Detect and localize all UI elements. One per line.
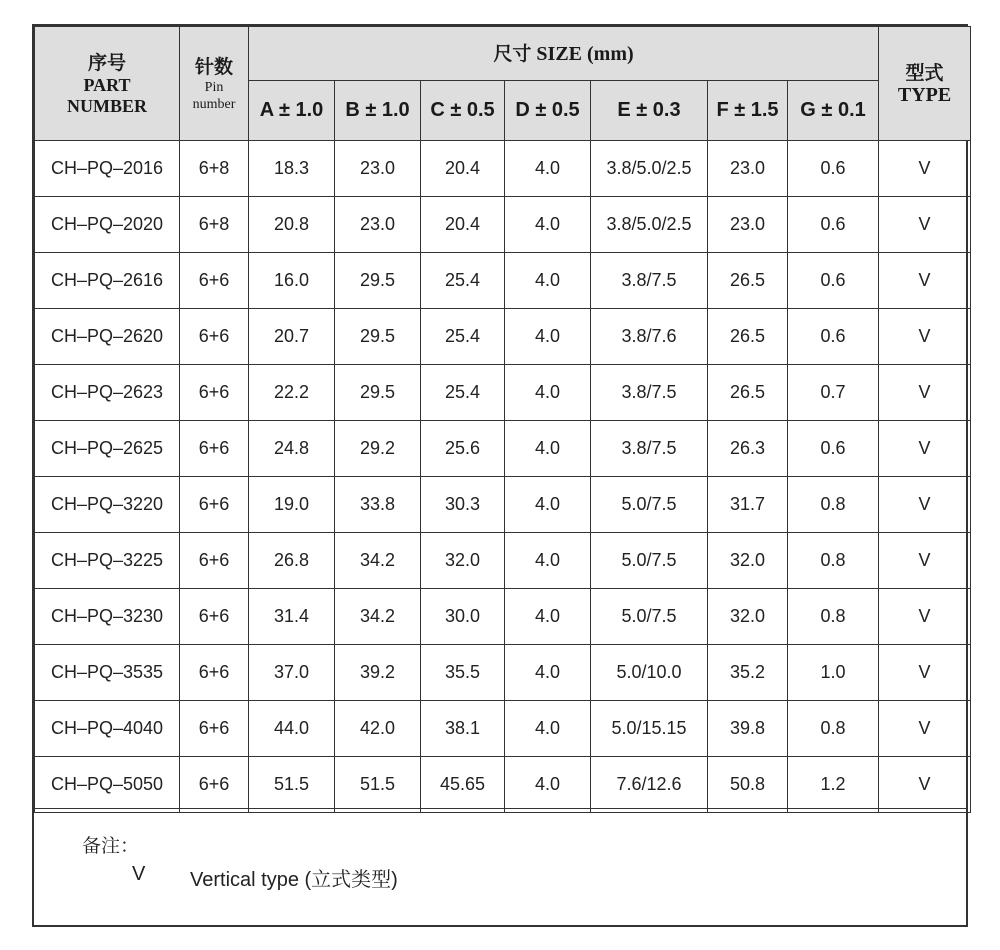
- size-header-cn: 尺寸: [493, 42, 532, 65]
- dim-header-f: F ± 1.5: [708, 81, 788, 141]
- cell-e: 7.6/12.6: [591, 757, 708, 813]
- table-row: [35, 477, 971, 533]
- cell-d: 4.0: [505, 253, 591, 309]
- cell-d: 4.0: [505, 197, 591, 253]
- cell-pin: 6+8: [180, 141, 249, 197]
- cell-c: 35.5: [421, 645, 505, 701]
- cell-b: 51.5: [335, 757, 421, 813]
- cell-part: CH–PQ–2616: [35, 253, 180, 309]
- cell-c: 25.4: [421, 253, 505, 309]
- cell-a: 44.0: [249, 701, 335, 757]
- cell-f: 23.0: [708, 141, 788, 197]
- table-row: [35, 645, 971, 701]
- table-row: [35, 757, 971, 813]
- cell-c: 32.0: [421, 533, 505, 589]
- cell-a: 20.7: [249, 309, 335, 365]
- cell-d: 4.0: [505, 141, 591, 197]
- cell-type: V: [879, 421, 971, 477]
- cell-a: 16.0: [249, 253, 335, 309]
- cell-b: 29.5: [335, 365, 421, 421]
- pin-number-header: [180, 27, 249, 141]
- cell-g: 1.2: [788, 757, 879, 813]
- cell-b: 42.0: [335, 701, 421, 757]
- pin-header-en-2: number: [192, 96, 236, 112]
- cell-pin: 6+6: [180, 589, 249, 645]
- part-header-cn: 序号: [87, 51, 126, 74]
- cell-g: 0.6: [788, 421, 879, 477]
- cell-g: 0.6: [788, 309, 879, 365]
- cell-b: 34.2: [335, 533, 421, 589]
- cell-part: CH–PQ–2016: [35, 141, 180, 197]
- cell-e: 3.8/5.0/2.5: [591, 141, 708, 197]
- size-header: [249, 27, 879, 81]
- cell-g: 0.6: [788, 141, 879, 197]
- cell-part: CH–PQ–2620: [35, 309, 180, 365]
- cell-g: 0.7: [788, 365, 879, 421]
- cell-e: 5.0/15.15: [591, 701, 708, 757]
- cell-f: 23.0: [708, 197, 788, 253]
- cell-pin: 6+6: [180, 477, 249, 533]
- cell-b: 29.5: [335, 309, 421, 365]
- dim-header-c: C ± 0.5: [421, 81, 505, 141]
- dim-header-g: G ± 0.1: [788, 81, 879, 141]
- cell-f: 39.8: [708, 701, 788, 757]
- table-row: [35, 589, 971, 645]
- cell-part: CH–PQ–5050: [35, 757, 180, 813]
- spec-table: [34, 26, 971, 813]
- cell-pin: 6+6: [180, 757, 249, 813]
- note-text: Vertical type (立式类型): [190, 869, 398, 891]
- cell-part: CH–PQ–2625: [35, 421, 180, 477]
- cell-type: V: [879, 309, 971, 365]
- cell-a: 37.0: [249, 645, 335, 701]
- cell-f: 26.3: [708, 421, 788, 477]
- cell-f: 26.5: [708, 365, 788, 421]
- cell-c: 45.65: [421, 757, 505, 813]
- type-header-en: TYPE: [897, 84, 952, 106]
- table-row: [35, 701, 971, 757]
- cell-d: 4.0: [505, 589, 591, 645]
- cell-d: 4.0: [505, 365, 591, 421]
- part-header-en-2: NUMBER: [67, 95, 147, 116]
- cell-pin: 6+6: [180, 701, 249, 757]
- cell-type: V: [879, 141, 971, 197]
- cell-d: 4.0: [505, 701, 591, 757]
- cell-c: 20.4: [421, 197, 505, 253]
- cell-pin: 6+6: [180, 421, 249, 477]
- cell-c: 20.4: [421, 141, 505, 197]
- cell-g: 0.8: [788, 589, 879, 645]
- cell-f: 32.0: [708, 533, 788, 589]
- cell-pin: 6+8: [180, 197, 249, 253]
- cell-pin: 6+6: [180, 253, 249, 309]
- cell-e: 3.8/7.6: [591, 309, 708, 365]
- cell-c: 25.4: [421, 365, 505, 421]
- cell-g: 1.0: [788, 645, 879, 701]
- cell-g: 0.6: [788, 253, 879, 309]
- cell-e: 5.0/7.5: [591, 533, 708, 589]
- cell-a: 19.0: [249, 477, 335, 533]
- notes-section: [34, 808, 966, 925]
- part-number-header: [35, 27, 180, 141]
- cell-c: 25.6: [421, 421, 505, 477]
- cell-e: 3.8/7.5: [591, 421, 708, 477]
- size-header-en: SIZE (mm): [531, 42, 634, 65]
- table-header: [35, 27, 971, 141]
- cell-part: CH–PQ–4040: [35, 701, 180, 757]
- part-header-en-1: PART: [83, 74, 131, 95]
- dim-header-e: E ± 0.3: [591, 81, 708, 141]
- cell-f: 26.5: [708, 253, 788, 309]
- cell-c: 30.0: [421, 589, 505, 645]
- cell-c: 25.4: [421, 309, 505, 365]
- dim-header-d: D ± 0.5: [505, 81, 591, 141]
- cell-d: 4.0: [505, 421, 591, 477]
- cell-type: V: [879, 477, 971, 533]
- cell-b: 39.2: [335, 645, 421, 701]
- cell-type: V: [879, 197, 971, 253]
- cell-a: 22.2: [249, 365, 335, 421]
- cell-e: 5.0/7.5: [591, 589, 708, 645]
- cell-type: V: [879, 589, 971, 645]
- cell-a: 51.5: [249, 757, 335, 813]
- cell-b: 23.0: [335, 141, 421, 197]
- cell-e: 5.0/10.0: [591, 645, 708, 701]
- cell-type: V: [879, 701, 971, 757]
- cell-e: 5.0/7.5: [591, 477, 708, 533]
- type-header: [879, 27, 971, 141]
- cell-a: 24.8: [249, 421, 335, 477]
- cell-g: 0.8: [788, 477, 879, 533]
- cell-part: CH–PQ–3230: [35, 589, 180, 645]
- cell-a: 18.3: [249, 141, 335, 197]
- cell-b: 29.5: [335, 253, 421, 309]
- table-row: [35, 141, 971, 197]
- cell-type: V: [879, 645, 971, 701]
- cell-c: 30.3: [421, 477, 505, 533]
- cell-f: 32.0: [708, 589, 788, 645]
- cell-b: 34.2: [335, 589, 421, 645]
- table-row: [35, 309, 971, 365]
- cell-part: CH–PQ–2020: [35, 197, 180, 253]
- table-row: [35, 253, 971, 309]
- cell-d: 4.0: [505, 309, 591, 365]
- notes-title: 备注：: [82, 835, 140, 857]
- dim-header-b: B ± 1.0: [335, 81, 421, 141]
- spec-table-panel: [32, 24, 968, 927]
- cell-d: 4.0: [505, 533, 591, 589]
- cell-g: 0.6: [788, 197, 879, 253]
- cell-type: V: [879, 253, 971, 309]
- cell-e: 3.8/7.5: [591, 253, 708, 309]
- cell-pin: 6+6: [180, 365, 249, 421]
- cell-pin: 6+6: [180, 309, 249, 365]
- table-row: [35, 421, 971, 477]
- pin-header-cn: 针数: [194, 55, 233, 78]
- cell-part: CH–PQ–3225: [35, 533, 180, 589]
- cell-part: CH–PQ–3535: [35, 645, 180, 701]
- cell-d: 4.0: [505, 645, 591, 701]
- cell-f: 50.8: [708, 757, 788, 813]
- table-body: [35, 141, 971, 813]
- cell-type: V: [879, 533, 971, 589]
- cell-c: 38.1: [421, 701, 505, 757]
- note-code: V: [132, 863, 146, 885]
- cell-f: 35.2: [708, 645, 788, 701]
- cell-a: 31.4: [249, 589, 335, 645]
- cell-type: V: [879, 365, 971, 421]
- cell-e: 3.8/7.5: [591, 365, 708, 421]
- table-row: [35, 365, 971, 421]
- table-row: [35, 533, 971, 589]
- pin-header-en-1: Pin: [204, 79, 224, 95]
- cell-a: 26.8: [249, 533, 335, 589]
- cell-f: 31.7: [708, 477, 788, 533]
- table-row: [35, 197, 971, 253]
- cell-a: 20.8: [249, 197, 335, 253]
- cell-g: 0.8: [788, 533, 879, 589]
- cell-b: 23.0: [335, 197, 421, 253]
- cell-g: 0.8: [788, 701, 879, 757]
- cell-b: 33.8: [335, 477, 421, 533]
- cell-e: 3.8/5.0/2.5: [591, 197, 708, 253]
- dim-header-a: A ± 1.0: [249, 81, 335, 141]
- type-header-cn: 型式: [905, 62, 944, 84]
- cell-type: V: [879, 757, 971, 813]
- cell-d: 4.0: [505, 477, 591, 533]
- cell-b: 29.2: [335, 421, 421, 477]
- cell-pin: 6+6: [180, 533, 249, 589]
- cell-part: CH–PQ–2623: [35, 365, 180, 421]
- cell-d: 4.0: [505, 757, 591, 813]
- cell-part: CH–PQ–3220: [35, 477, 180, 533]
- cell-pin: 6+6: [180, 645, 249, 701]
- cell-f: 26.5: [708, 309, 788, 365]
